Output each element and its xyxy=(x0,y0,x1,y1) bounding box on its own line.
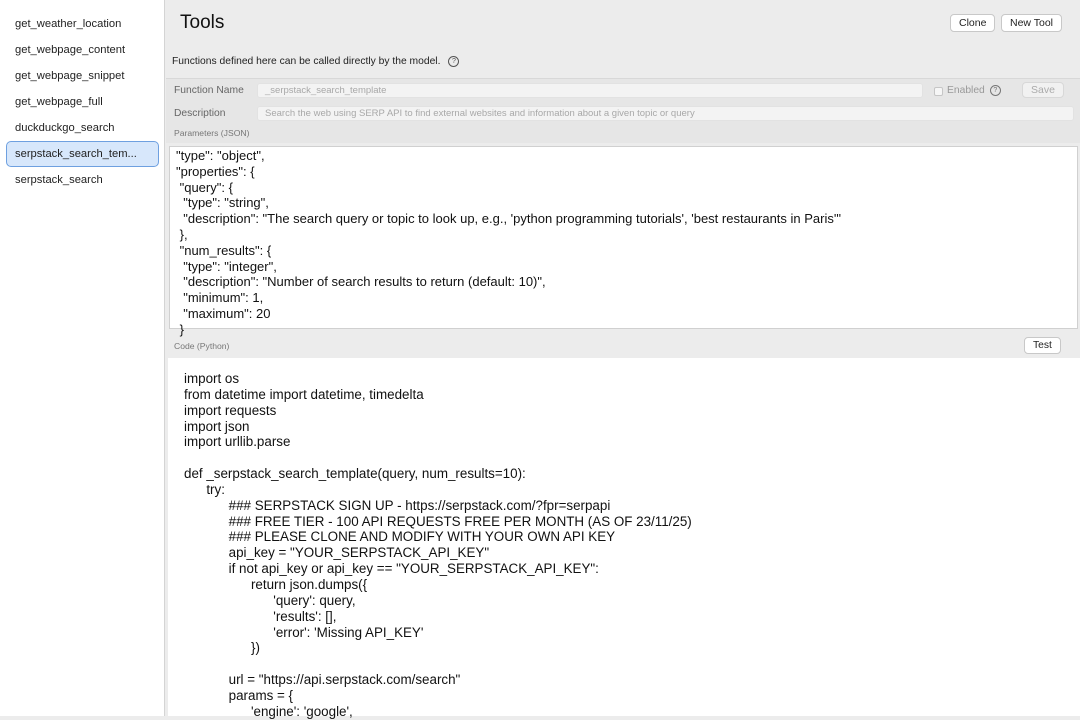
tool-form xyxy=(166,78,1080,143)
page-subtitle xyxy=(172,56,459,67)
sidebar-item-get-weather-location[interactable]: get_weather_location xyxy=(15,18,122,30)
enabled-checkbox[interactable] xyxy=(934,87,943,96)
parameters-json-editor[interactable] xyxy=(169,146,1078,337)
sidebar-item-serpstack-search-template[interactable]: serpstack_search_tem... xyxy=(6,141,159,167)
sidebar-item-duckduckgo-search[interactable]: duckduckgo_search xyxy=(15,122,115,134)
sidebar-item-get-webpage-content[interactable]: get_webpage_content xyxy=(15,44,126,56)
sidebar-item-serpstack-search[interactable]: serpstack_search xyxy=(15,174,103,186)
enabled-label xyxy=(947,85,1001,96)
sidebar-item-get-webpage-full[interactable]: get_webpage_full xyxy=(15,96,103,108)
enabled-help-icon[interactable]: ? xyxy=(990,85,1001,96)
parameters-label: Parameters (JSON) xyxy=(174,128,250,138)
page-title: Tools xyxy=(180,12,225,33)
tools-sidebar xyxy=(0,0,165,716)
subtitle-text: Functions defined here can be called directly by the model. xyxy=(172,56,441,67)
clone-button[interactable]: Clone xyxy=(950,14,995,32)
python-code-editor[interactable] xyxy=(168,358,1080,719)
enabled-label-text: Enabled xyxy=(947,85,985,96)
description-label: Description xyxy=(174,108,226,119)
function-name-input[interactable]: _serpstack_search_template xyxy=(257,83,923,98)
test-button[interactable]: Test xyxy=(1024,337,1061,354)
save-button[interactable]: Save xyxy=(1022,82,1064,98)
description-input[interactable]: Search the web using SERP API to find external websites and information about a given topic or query xyxy=(257,106,1074,121)
help-icon[interactable]: ? xyxy=(448,56,459,67)
parameters-json-text: "type": "object", "properties": { "query": { "type": "string", "description": "The search query or topic to look up, e.g., 'python programming tutorials', 'best restaurants in Paris'" }, "num_results": { "type": "integer", "description": "Number of search results to return (default: 10)", "minimum": 1, "maximum": 20 } xyxy=(176,148,841,337)
new-tool-button[interactable]: New Tool xyxy=(1001,14,1062,32)
python-code-text: import os from datetime import datetime, timedelta import requests import json import urllib.parse def _serpstack_search_template(query, num_results=10): try: ### SERPSTACK SIGN UP - https://serpstack.com/?fpr=serpapi ### FREE TIER - 100 API REQUESTS FREE PER MONTH (AS OF 23/11/25) ### PLEASE CLONE AND MODIFY WITH YOUR OWN API KEY api_key = "YOUR_SERPSTACK_API_KEY" if not api_key or api_key == "YOUR_SERPSTACK_API_KEY": return json.dumps({ 'query': query, 'results': [], 'error': 'Missing API_KEY' }) url = "https://api.serpstack.com/search" params = { 'engine': 'google', xyxy=(184,371,692,719)
tool-editor-panel xyxy=(166,0,1080,719)
sidebar-item-get-webpage-snippet[interactable]: get_webpage_snippet xyxy=(15,70,125,82)
function-name-label: Function Name xyxy=(174,85,244,96)
code-label: Code (Python) xyxy=(174,341,230,351)
